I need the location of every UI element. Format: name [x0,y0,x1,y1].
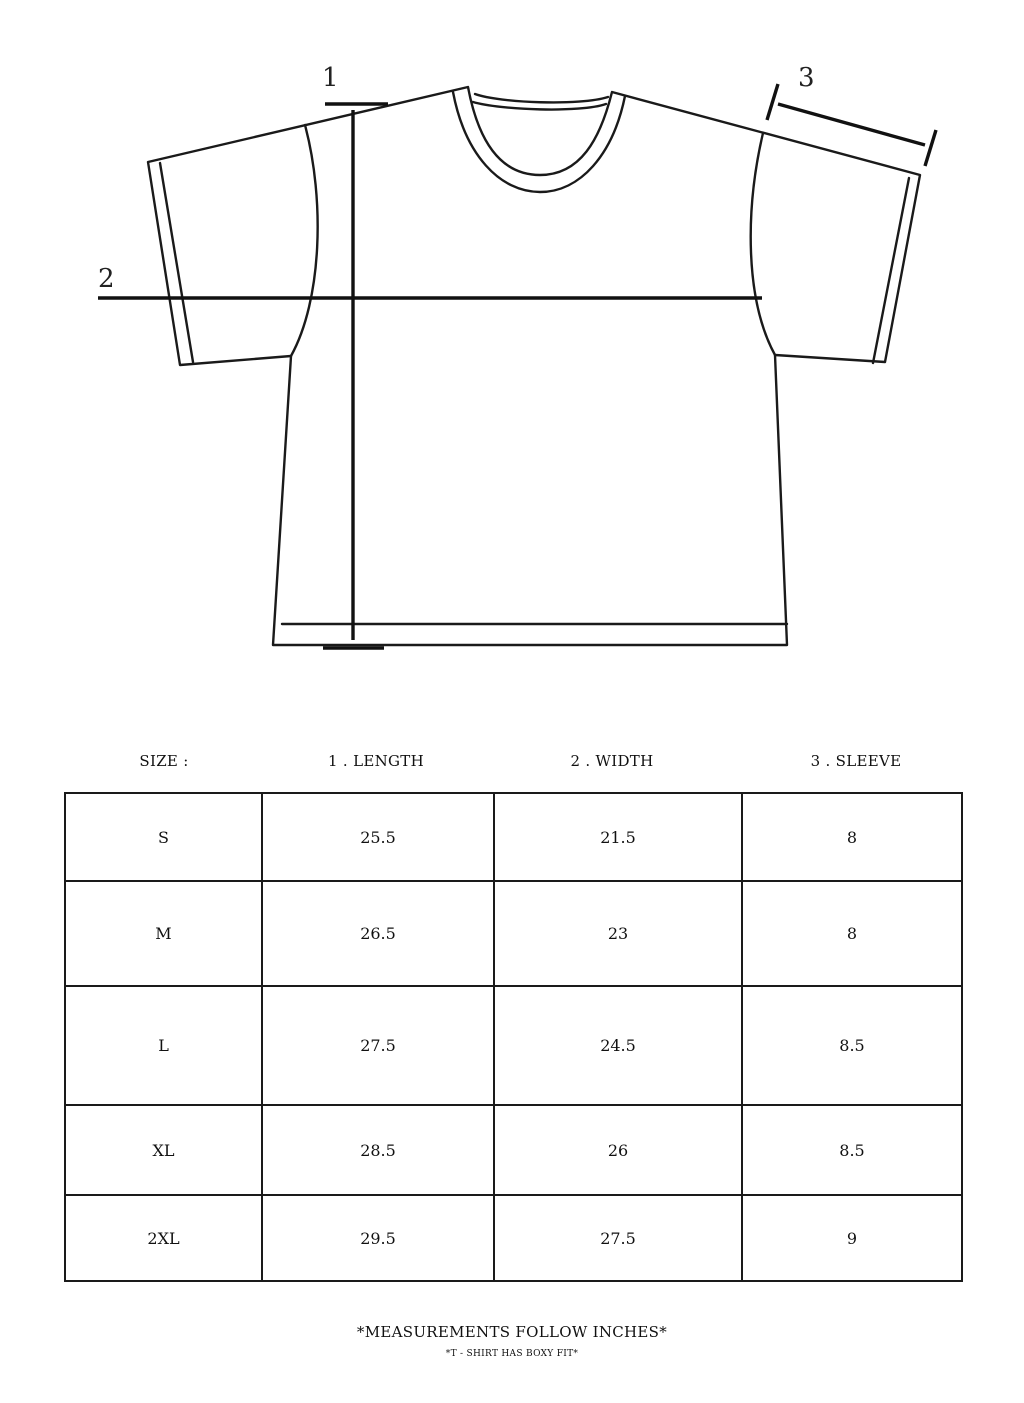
width-cell: 27.5 [494,1195,742,1281]
table-row [65,881,962,986]
width-cell: 21.5 [494,793,742,881]
length-label: 1 [322,63,339,93]
length-cell: 26.5 [262,881,494,986]
fit-note: *T - SHIRT HAS BOXY FIT* [445,1349,579,1359]
width-cell: 26 [494,1105,742,1195]
tshirt-outline [148,87,920,645]
width-label: 2 [98,264,115,294]
sleeve-left-cap [767,84,778,120]
units-note: *MEASUREMENTS FOLLOW INCHES* [356,1323,668,1341]
table-row [65,1195,962,1281]
length-cell: 27.5 [262,986,494,1105]
tshirt-diagram [0,0,1024,690]
collar-rib [475,94,608,102]
tshirt-body [148,87,920,645]
size-cell: L [65,986,262,1105]
size-table [64,792,963,1282]
header-sleeve: 3 . SLEEVE [810,752,902,770]
sleeve-cell: 8 [742,793,962,881]
sleeve-cell: 8 [742,881,962,986]
size-cell: M [65,881,262,986]
sleeve-cell: 8.5 [742,986,962,1105]
width-cell: 24.5 [494,986,742,1105]
header-length: 1 . LENGTH [328,752,424,770]
header-size: SIZE : [139,752,189,770]
sleeve-cell: 8.5 [742,1105,962,1195]
header-width: 2 . WIDTH [570,752,654,770]
sleeve-right-cap [925,130,936,166]
size-cell: 2XL [65,1195,262,1281]
left-sleeve-seam [291,125,318,356]
sleeve-cell: 9 [742,1195,962,1281]
table-row [65,793,962,881]
sleeve-measure-line [778,104,925,145]
size-cell: XL [65,1105,262,1195]
table-row [65,1105,962,1195]
length-cell: 29.5 [262,1195,494,1281]
width-cell: 23 [494,881,742,986]
table-row [65,986,962,1105]
measurement-lines [98,84,936,648]
length-cell: 25.5 [262,793,494,881]
length-cell: 28.5 [262,1105,494,1195]
size-cell: S [65,793,262,881]
sleeve-label: 3 [798,63,815,93]
right-sleeve-seam [751,133,775,355]
